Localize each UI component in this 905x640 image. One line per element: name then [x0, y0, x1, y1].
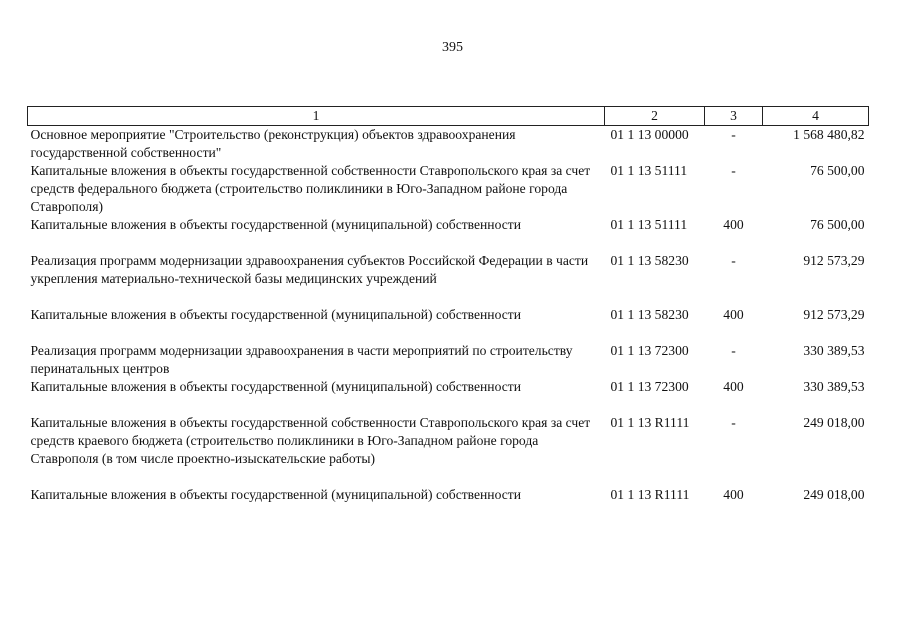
row-name: Капитальные вложения в объекты государственной собственности Ставропольского края за счет средств федерального бюджета (строительство поликлиники в Юго-Западном районе города Ставрополя): [30, 163, 591, 214]
row-amount: 249 018,00: [803, 487, 865, 502]
row-code: 01 1 13 R1111: [610, 415, 690, 430]
row-vr: -: [731, 415, 736, 430]
page-number: 395: [442, 40, 463, 55]
row-code: 01 1 13 58230: [610, 307, 689, 322]
row-name: Реализация программ модернизации здравоохранения в части мероприятий по строительству перинатальных центров: [30, 343, 573, 376]
column-header-3: 3: [705, 107, 763, 126]
table-row: [28, 486, 869, 504]
row-amount: 249 018,00: [803, 415, 865, 430]
row-vr: 400: [723, 307, 744, 322]
row-code: 01 1 13 R1111: [610, 487, 690, 502]
row-vr: 400: [723, 487, 744, 502]
table-row: [28, 162, 869, 216]
column-header-4: 4: [763, 107, 869, 126]
row-name: Основное мероприятие "Строительство (реконструкция) объектов здравоохранения государственной собственности": [30, 127, 516, 160]
budget-table-container: [27, 106, 868, 504]
row-code: 01 1 13 51111: [610, 217, 688, 232]
row-amount: 1 568 480,82: [793, 127, 865, 142]
row-code: 01 1 13 58230: [610, 253, 689, 268]
column-header-1: 1: [28, 107, 605, 126]
table-row: [28, 378, 869, 414]
row-name: Реализация программ модернизации здравоохранения субъектов Российской Федерации в части укрепления материально-технической базы медицинских учреждений: [30, 253, 589, 286]
row-vr: -: [731, 343, 736, 358]
table-row: [28, 216, 869, 252]
budget-table: [27, 106, 869, 504]
row-vr: -: [731, 163, 736, 178]
row-amount: 76 500,00: [810, 163, 865, 178]
table-row: [28, 252, 869, 306]
row-code: 01 1 13 51111: [610, 163, 688, 178]
row-amount: 330 389,53: [803, 343, 865, 358]
row-name: Капитальные вложения в объекты государственной (муниципальной) собственности: [30, 307, 521, 322]
table-row: [28, 342, 869, 378]
table-header-row: [28, 107, 869, 126]
row-name: Капитальные вложения в объекты государственной (муниципальной) собственности: [30, 217, 521, 232]
row-vr: -: [731, 127, 736, 142]
row-vr: 400: [723, 379, 744, 394]
row-amount: 912 573,29: [803, 307, 865, 322]
column-header-2: 2: [605, 107, 705, 126]
row-code: 01 1 13 72300: [610, 379, 689, 394]
row-name: Капитальные вложения в объекты государственной (муниципальной) собственности: [30, 487, 521, 502]
row-amount: 912 573,29: [803, 253, 865, 268]
table-row: [28, 306, 869, 342]
row-code: 01 1 13 72300: [610, 343, 689, 358]
row-vr: -: [731, 253, 736, 268]
row-name: Капитальные вложения в объекты государственной собственности Ставропольского края за счет средств краевого бюджета (строительство поликлиники в Юго-Западном районе города Ставрополя (в том числе проектно-изыскательские работы): [30, 415, 591, 466]
row-amount: 76 500,00: [810, 217, 865, 232]
row-name: Капитальные вложения в объекты государственной (муниципальной) собственности: [30, 379, 521, 394]
table-row: [28, 126, 869, 163]
row-vr: 400: [723, 217, 744, 232]
row-code: 01 1 13 00000: [610, 127, 689, 142]
row-amount: 330 389,53: [803, 379, 865, 394]
table-row: [28, 414, 869, 486]
